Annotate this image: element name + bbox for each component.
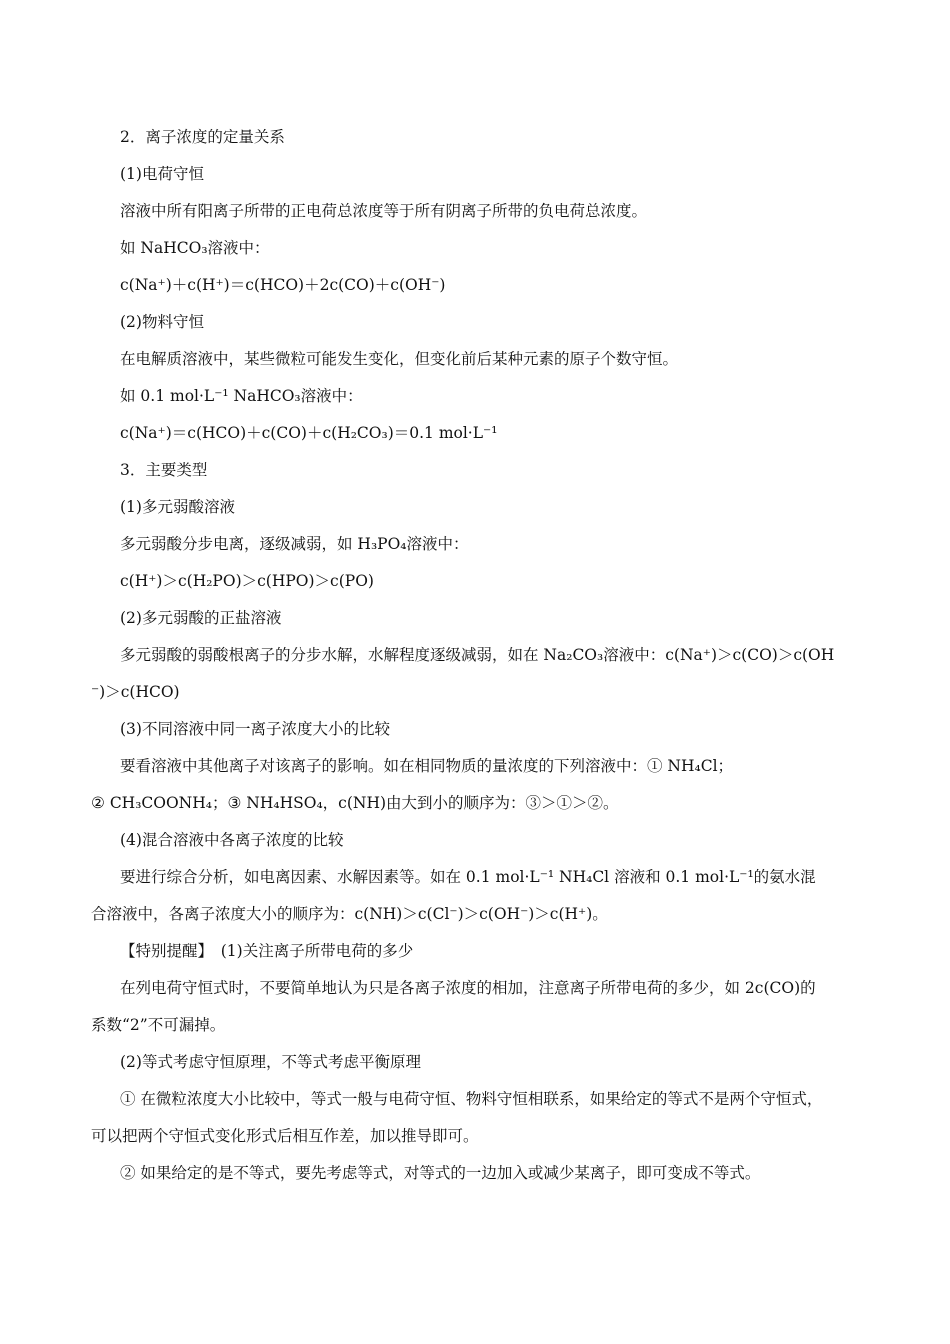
section-heading: 2．离子浓度的定量关系: [120, 128, 285, 146]
paragraph: 在电解质溶液中，某些微粒可能发生变化，但变化前后某种元素的原子个数守恒。: [120, 350, 679, 368]
paragraph-continuation: 系数“2”不可漏掉。: [91, 1016, 226, 1034]
paragraph: 如 NaHCO₃溶液中：: [120, 239, 270, 257]
formula: c(Na⁺)＝c(HCO)＋c(CO)＋c(H₂CO₃)＝0.1 mol·L⁻¹: [120, 424, 498, 442]
paragraph: 如 0.1 mol·L⁻¹ NaHCO₃溶液中：: [120, 387, 363, 405]
paragraph: 多元弱酸分步电离，逐级减弱，如 H₃PO₄溶液中：: [120, 535, 469, 553]
paragraph: 要进行综合分析，如电离因素、水解因素等。如在 0.1 mol·L⁻¹ NH₄Cl 溶液和 0.1 mol·L⁻¹的氨水混: [120, 868, 816, 886]
paragraph: 溶液中所有阳离子所带的正电荷总浓度等于所有阴离子所带的负电荷总浓度。: [120, 202, 648, 220]
subsection-heading: (2)等式考虑守恒原理，不等式考虑平衡原理: [120, 1053, 421, 1071]
formula: c(H⁺)＞c(H₂PO)＞c(HPO)＞c(PO): [120, 572, 374, 590]
paragraph: ① 在微粒浓度大小比较中，等式一般与电荷守恒、物料守恒相联系，如果给定的等式不是两个守恒式，: [120, 1090, 823, 1108]
subsection-heading: (1)电荷守恒: [120, 165, 204, 183]
paragraph-continuation: ② CH₃COONH₄；③ NH₄HSO₄，c(NH)由大到小的顺序为：③＞①＞②。: [91, 794, 619, 812]
section-heading: 3．主要类型: [120, 461, 208, 479]
paragraph-continuation: ⁻)＞c(HCO): [91, 683, 180, 701]
formula: c(Na⁺)＋c(H⁺)＝c(HCO)＋2c(CO)＋c(OH⁻): [120, 276, 446, 294]
paragraph-continuation: 可以把两个守恒式变化形式后相互作差，加以推导即可。: [91, 1127, 479, 1145]
subsection-heading: (3)不同溶液中同一离子浓度大小的比较: [120, 720, 390, 738]
subsection-heading: (1)多元弱酸溶液: [120, 498, 235, 516]
subsection-heading: (2)物料守恒: [120, 313, 204, 331]
paragraph: ② 如果给定的是不等式，要先考虑等式，对等式的一边加入或减少某离子，即可变成不等式。: [120, 1164, 761, 1182]
subsection-heading: (4)混合溶液中各离子浓度的比较: [120, 831, 344, 849]
paragraph: 多元弱酸的弱酸根离子的分步水解，水解程度逐级减弱，如在 Na₂CO₃溶液中：c(Na⁺)＞c(CO)＞c(OH: [120, 646, 835, 664]
paragraph: 要看溶液中其他离子对该离子的影响。如在相同物质的量浓度的下列溶液中：① NH₄Cl；: [120, 757, 734, 775]
note-heading: 【特别提醒】 (1)关注离子所带电荷的多少: [120, 942, 414, 960]
paragraph: 在列电荷守恒式时，不要简单地认为只是各离子浓度的相加，注意离子所带电荷的多少，如 2c(CO)的: [120, 979, 816, 997]
subsection-heading: (2)多元弱酸的正盐溶液: [120, 609, 282, 627]
paragraph-continuation: 合溶液中，各离子浓度大小的顺序为：c(NH)＞c(Cl⁻)＞c(OH⁻)＞c(H⁺)。: [91, 905, 608, 923]
